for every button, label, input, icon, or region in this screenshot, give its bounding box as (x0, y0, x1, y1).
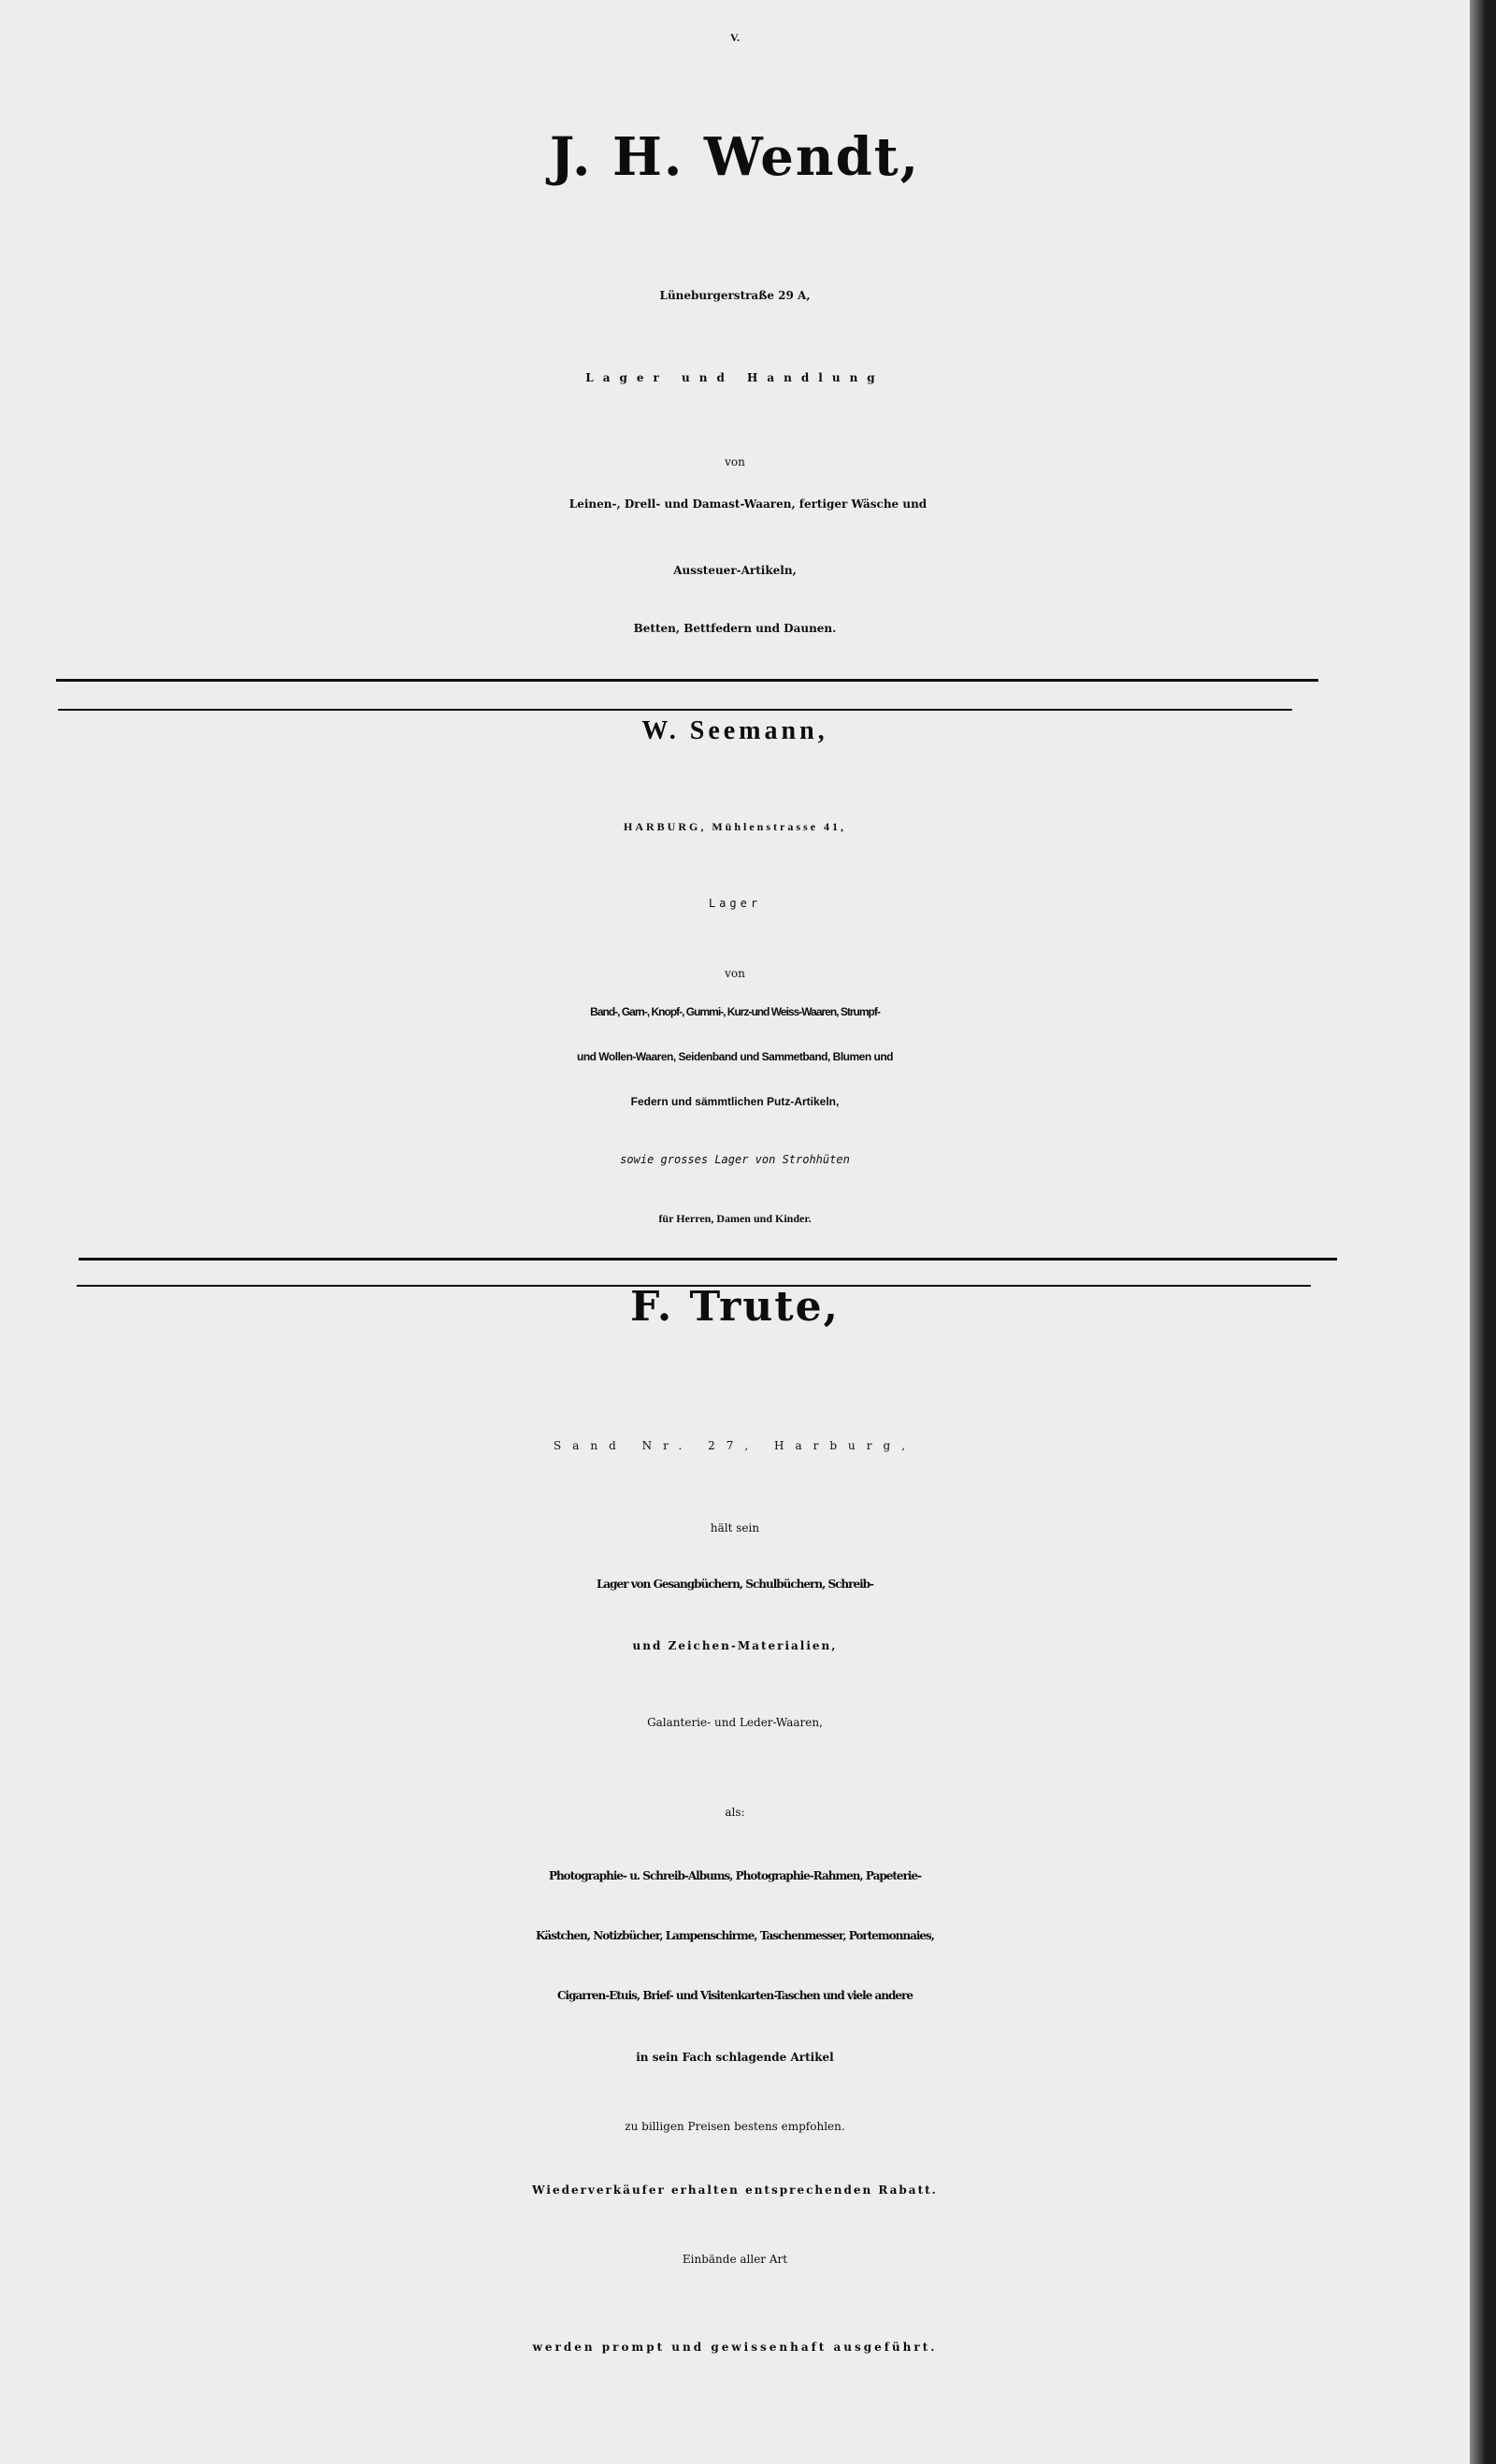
ad3-line-7: in sein Fach schlagende Artikel (636, 2051, 834, 2064)
ad1-heading: Lager und Handlung (585, 371, 885, 384)
ad3-line-6: Cigarren-Etuis, Brief- und Visitenkarten-Taschen und viele andere (556, 1989, 913, 2002)
ad2-line-1: Band-, Garn-, Knopf-, Gummi-, Kurz-und Weiss-Waaren, Strumpf- (590, 1005, 880, 1018)
ad3-line-8: zu billigen Preisen bestens empfohlen. (625, 2120, 845, 2133)
ad2-line-3: Federn und sämmtlichen Putz-Artikeln, (630, 1095, 840, 1108)
ad2-line-2: und Wollen-Waaren, Seidenband und Sammetband, Blumen und (576, 1050, 894, 1063)
divider-2 (79, 1258, 1337, 1261)
ad3-line-5: Kästchen, Notizbücher, Lampenschirme, Taschenmesser, Portemonnaies, (536, 1929, 934, 1942)
ad3-line-10: Einbände aller Art (682, 2253, 788, 2266)
ad1-von: von (725, 455, 745, 468)
divider-1b (58, 709, 1292, 711)
ad3-line-1: Lager von Gesangbüchern, Schulbüchern, Schreib- (596, 1578, 874, 1591)
ad1-business-name: J. H. Wendt, (549, 126, 921, 188)
ad1-address: Lüneburgerstraße 29 A, (659, 289, 811, 302)
ad3-line-3: Galanterie- und Leder-Waaren, (647, 1716, 823, 1729)
ad2-line-4: sowie grosses Lager von Strohhüten (620, 1153, 850, 1166)
ad3-line-9: Wiederverkäufer erhalten entsprechenden Rabatt. (532, 2183, 938, 2197)
ad1-line-2: Aussteuer-Artikeln, (673, 564, 797, 577)
ad3-line-2: und Zeichen-Materialien, (632, 1639, 838, 1652)
ad3-line-4: Photographie- u. Schreib-Albums, Photographie-Rahmen, Papeterie- (548, 1869, 922, 1882)
ad3-intro: hält sein (710, 1521, 760, 1535)
ad2-heading: Lager (708, 897, 762, 910)
ad3-line-11: werden prompt und gewissenhaft ausgeführt. (532, 2341, 938, 2354)
ad1-line-3: Betten, Bettfedern und Daunen. (633, 622, 837, 635)
ad1-line-1: Leinen-, Drell- und Damast-Waaren, fertiger Wäsche und (568, 497, 928, 511)
ad2-line-5: für Herren, Damen und Kinder. (658, 1212, 812, 1225)
divider-1 (56, 679, 1318, 682)
ad3-als: als: (725, 1806, 745, 1819)
ad3-business-name: F. Trute, (630, 1283, 840, 1331)
ad3-address: Sand Nr. 27, Harburg, (553, 1439, 917, 1452)
scan-edge-shadow (1470, 0, 1496, 2464)
ad2-business-name: W. Seemann, (641, 716, 828, 745)
page-number: V. (729, 31, 741, 44)
ad2-address: HARBURG, Mühlenstrasse 41, (623, 820, 846, 833)
ad2-von: von (725, 967, 745, 980)
